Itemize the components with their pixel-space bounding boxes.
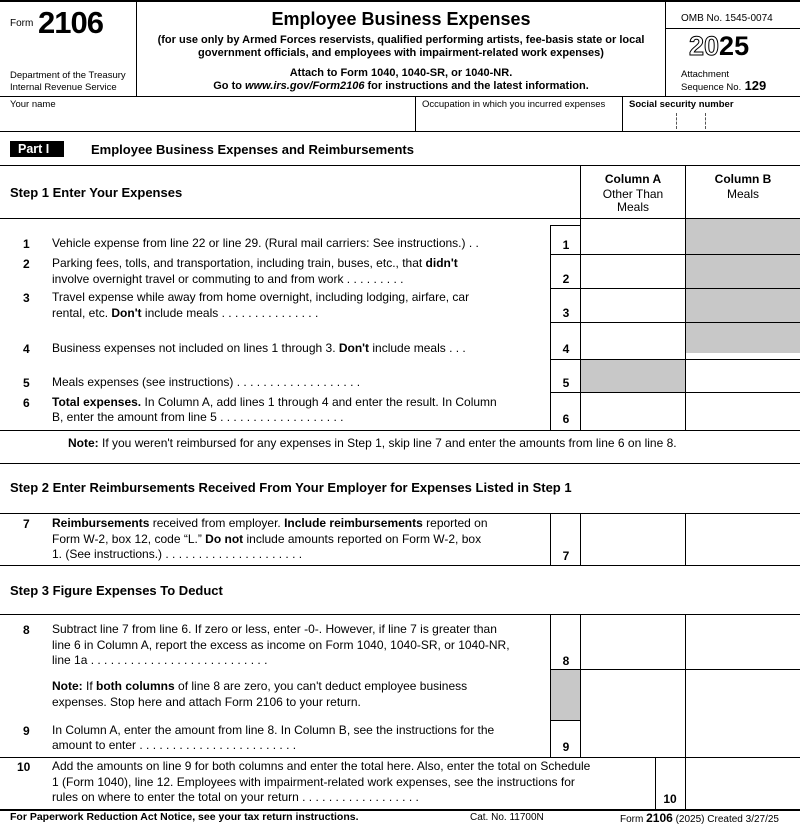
note1-text: If you weren't reimbursed for any expenses in Step 1, skip line 7 and enter the amounts from line 6 on line 8. [98,436,677,450]
line10-text2: 1 (Form 1040), line 12. Employees with impairment-related work expenses, see the instructions for [52,775,575,789]
line3-text2a: rental, etc. [52,306,112,320]
line6-colB-input[interactable] [687,395,798,428]
row5-rule [550,392,800,393]
line6-colA-input[interactable] [582,395,683,428]
subtitle-line2: government officials, and employees with impairment-related work expenses) [198,47,604,59]
line7-text2c: include amounts reported on Form W-2, box [243,532,482,546]
identity-bottom-rule [0,131,800,132]
line1-colA-input[interactable] [582,228,683,252]
line2-text1b: didn't [425,256,458,270]
top-rule [0,0,800,2]
note2-label: Note: [52,679,83,693]
step1-title: Step 1 Enter Your Expenses [10,185,183,200]
line2-text1a: Parking fees, tolls, and transportation, including train, buses, etc., that [52,256,426,270]
row6-rule [0,430,800,431]
tax-year-outline: 20 [689,31,720,61]
tax-year [689,31,749,62]
line8-text1: Subtract line 7 from line 6. If zero or less, enter -0-. However, if line 7 is greater than [52,622,497,636]
line4-text-b: Don't [338,341,370,355]
line4-text-c: include meals . . . [369,341,466,355]
line7-text2a: Form W-2, box 12, code “L.” [52,532,206,546]
identity-divider-2 [622,96,623,131]
occupation-input[interactable] [420,112,620,128]
step3-box-left [550,614,551,757]
step1-box-left [550,225,551,430]
part1-rule [0,165,800,166]
line5-text: Meals expenses (see instructions) . . . . . . . . . . . . . . . . . . . [52,375,361,389]
colA-sub2: Meals [616,200,649,214]
footer-form-id [620,811,779,825]
form-number: 2106 [38,5,103,40]
line7-text2 [52,532,481,548]
line4-text [52,341,466,357]
line2-text2: involve overnight travel or commuting to and from work . . . . . . . . . [52,272,404,286]
line8-colB-input[interactable] [687,617,798,667]
goto-prefix: Go to [213,80,246,92]
identity-top-rule [0,96,800,97]
goto-url[interactable]: www.irs.gov/Form2106 [245,80,365,92]
occupation-label: Occupation in which you incurred expenses [422,99,606,110]
line1-number: 1 [23,237,30,251]
step3-colB-left [685,614,686,809]
line9-text2: amount to enter . . . . . . . . . . . . . . . . . . . . . . . . [52,738,297,752]
step2-colB-left [685,513,686,565]
line3-number: 3 [23,291,30,305]
tax-year-bold: 25 [719,31,750,61]
line2-number: 2 [23,257,30,271]
footer-form-prefix: Form [620,814,647,825]
goto-suffix: for instructions and the latest information. [364,80,589,92]
note1 [68,436,677,452]
header-divider-right [665,0,666,96]
line3-colA-input[interactable] [582,291,683,320]
line6-text2: B, enter the amount from line 5 . . . . . . . . . . . . . . . . . . . [52,410,344,424]
line3-text2c: include meals . . . . . . . . . . . . . . . [141,306,319,320]
note2-line2: expenses. Stop here and attach Form 2106 to your return. [52,695,361,709]
line1-text: Vehicle expense from line 22 or line 29. (Rural mail carriers: See instructions.) . . [52,236,479,250]
step2-title: Step 2 Enter Reimbursements Received From Your Employer for Expenses Listed in Step 1 [10,480,572,495]
line7-text3: 1. (See instructions.) . . . . . . . . . . . . . . . . . . . . . [52,547,303,561]
line9-box-number: 9 [562,740,570,754]
line5-box-number: 5 [562,376,570,390]
line4-box-number: 4 [562,342,570,356]
line4-text-a: Business expenses not included on lines 1 through 3. [52,341,339,355]
note2-box-rule [550,720,580,721]
attach-line: Attach to Form 1040, 1040-SR, or 1040-NR. [289,67,513,79]
paperwork-notice: For Paperwork Reduction Act Notice, see your tax return instructions. [10,811,359,823]
note1-label: Note: [68,436,99,450]
omb-number: OMB No. 1545-0074 [681,13,773,24]
line7-text1a: Reimbursements [52,516,150,530]
note2-line1 [52,679,467,695]
step3-title: Step 3 Figure Expenses To Deduct [10,583,223,598]
line9-text1: In Column A, enter the amount from line 8. In Column B, see the instructions for the [52,723,495,737]
line5-number: 5 [23,376,30,390]
box-shaded-note2 [551,669,580,720]
department-line1: Department of the Treasury [10,70,126,81]
line3-text2 [52,306,318,322]
line10-number: 10 [17,760,31,774]
line10-box-number: 10 [663,792,677,806]
attachment-label: Attachment [681,69,730,80]
line7-box-number: 7 [562,549,570,563]
line7-colA-input[interactable] [582,516,683,563]
colA-sub1: Other Than [602,187,664,201]
line8-colA-input[interactable] [582,617,683,667]
line8-text3: line 1a . . . . . . . . . . . . . . . . . . . . . . . . . . . [52,653,268,667]
row4-rule [550,359,800,360]
step3-rule [0,614,800,615]
line8-number: 8 [23,623,30,637]
form-title: Employee Business Expenses [271,9,531,29]
step3-colA-left [580,614,581,757]
line6-box-number: 6 [562,412,570,426]
box1-top [550,225,580,226]
row3-rule [550,322,800,323]
ssn-label: Social security number [629,99,734,110]
footer-form-number: 2106 [646,811,673,825]
line2-box-number: 2 [562,272,570,286]
line3-text2b: Don't [111,306,142,320]
line10-text1: Add the amounts on line 9 for both columns and enter the total here. Also, enter the total on Schedule [52,759,591,773]
subtitle-line1: (for use only by Armed Forces reservists, qualified performing artists, fee-basis state or local [157,34,645,46]
colB-shaded-lines-1-4 [686,219,800,353]
step2-bottom-rule [0,565,800,566]
line7-text1 [52,516,488,532]
line6-number: 6 [23,396,30,410]
line3-box-number: 3 [562,306,570,320]
ssn-input[interactable] [627,112,797,128]
omb-rule [665,28,800,29]
line9-number: 9 [23,724,30,738]
step1-rule [0,218,800,219]
line2-colA-input[interactable] [582,257,683,286]
sequence-label: Sequence No. [681,82,742,93]
row8-rule [550,669,800,670]
colA-shaded-line-5 [581,359,685,392]
sequence-number: 129 [744,78,767,93]
line7-text1c: Include reimbursements [284,516,423,530]
note2-c: of line 8 are zero, you can't deduct employee business [174,679,468,693]
line7-colB-input[interactable] [687,516,798,563]
line4-number: 4 [23,342,30,356]
colA-title: Column A [604,172,662,186]
identity-divider-1 [415,96,416,131]
cat-number: Cat. No. 11700N [470,812,544,823]
step2-rule [0,513,800,514]
your-name-input[interactable] [10,112,410,128]
line9-colA-input[interactable] [582,722,683,755]
row2-rule [550,288,800,289]
note2-a: If [82,679,97,693]
step1-colB-left [685,218,686,430]
your-name-label: Your name [10,99,56,110]
line8-box-number: 8 [562,654,570,668]
line6-text1b: In Column A, add lines 1 through 4 and enter the result. In Column [141,395,497,409]
department-line2: Internal Revenue Service [10,82,117,93]
line7-text1b: received from employer. [149,516,285,530]
line9-colB-input[interactable] [687,722,798,755]
goto-line [137,80,665,92]
line10-total-input[interactable] [687,760,798,807]
part1-badge: Part I [10,141,64,157]
part1-title: Employee Business Expenses and Reimbursements [91,142,414,157]
line8-text2: line 6 in Column A, report the excess as income on Form 1040, 1040-SR, or 1040-NR, [52,638,510,652]
line5-colB-input[interactable] [687,362,798,390]
colB-title: Column B [714,172,772,186]
line6-text1 [52,395,497,411]
footer-form-suffix: (2025) Created 3/27/25 [672,814,779,825]
line6-text1a: Total expenses. [52,395,142,409]
form-prefix: Form [10,18,34,29]
note2-b: both columns [96,679,175,693]
sequence-row [681,78,766,93]
note1-rule [0,463,800,464]
row9-rule [0,757,800,758]
line7-number: 7 [23,517,30,531]
line3-text1: Travel expense while away from home overnight, including lodging, airfare, car [52,290,470,304]
line7-text2b: Do not [205,532,244,546]
row1-rule [550,254,800,255]
line4-colA-input[interactable] [582,325,683,357]
line7-text1d: reported on [422,516,488,530]
line2-text1 [52,256,458,272]
line1-box-number: 1 [562,238,570,252]
line10-text3: rules on where to enter the total on your return . . . . . . . . . . . . . . . . . . [52,790,419,804]
colB-sub: Meals [726,187,759,201]
